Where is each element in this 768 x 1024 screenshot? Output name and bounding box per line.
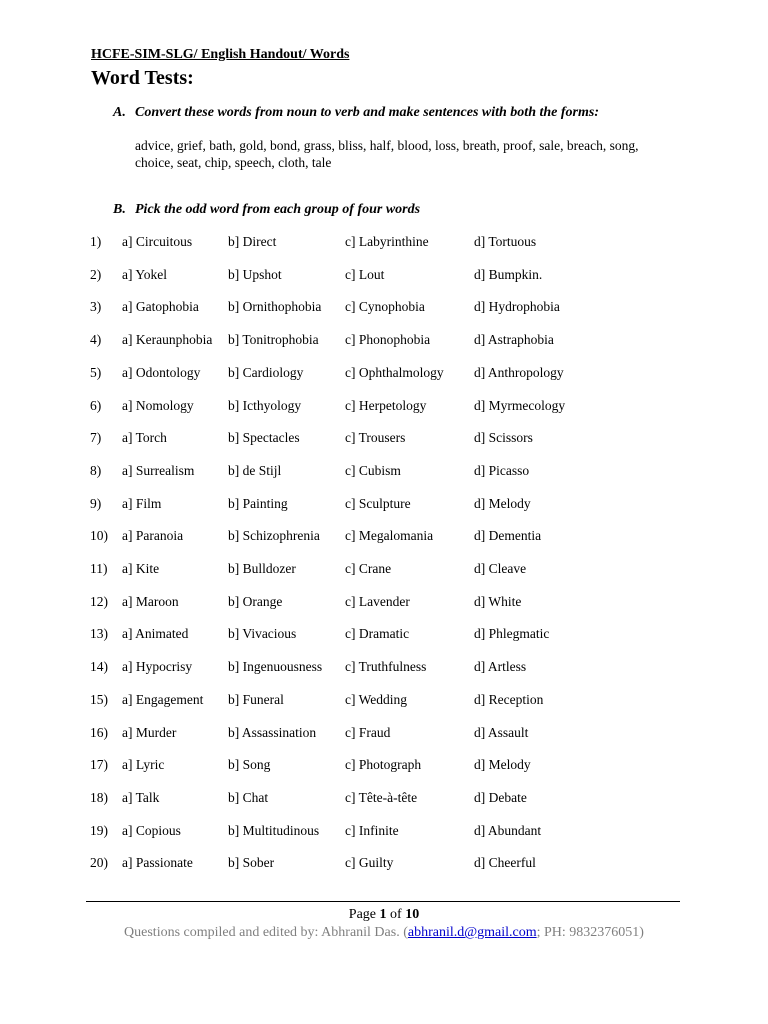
question-row	[0, 626, 768, 646]
page-current: 1	[379, 907, 387, 922]
option-a: a] Odontology	[122, 364, 201, 380]
option-d: d] Melody	[474, 495, 531, 511]
question-row	[0, 823, 768, 843]
question-number: 5)	[90, 364, 102, 380]
option-c: c] Fraud	[345, 724, 391, 740]
option-d: d] Cleave	[474, 561, 527, 576]
option-c: c] Infinite	[345, 822, 399, 838]
option-c: c] Labyrinthine	[345, 234, 429, 249]
page-of: of	[386, 907, 406, 922]
question-row	[0, 332, 768, 352]
section-a-instruction: Convert these words from noun to verb and make sentences with both the forms:	[135, 105, 599, 120]
option-a: a] Kite	[122, 561, 160, 576]
question-row	[0, 790, 768, 810]
question-number: 14)	[90, 659, 108, 675]
question-number: 2)	[90, 266, 102, 282]
question-number: 20)	[90, 855, 108, 871]
option-a: a] Film	[122, 495, 162, 511]
option-d: d] Melody	[474, 757, 531, 773]
option-a: a] Copious	[122, 822, 181, 838]
question-number: 10)	[90, 528, 108, 544]
question-row	[0, 267, 768, 287]
question-number: 4)	[90, 332, 102, 348]
page-prefix: Page	[348, 907, 380, 922]
question-row	[0, 299, 768, 319]
option-b: b] Sober	[228, 855, 275, 871]
option-c: c] Tête-à-tête	[345, 789, 418, 805]
option-d: d] Tortuous	[474, 234, 537, 249]
option-a: a] Circuitous	[122, 234, 193, 249]
option-a: a] Gatophobia	[122, 299, 199, 315]
option-b: b] Direct	[228, 234, 277, 249]
option-b: b] Upshot	[228, 266, 282, 282]
option-c: c] Ophthalmology	[345, 364, 444, 380]
question-number: 3)	[90, 299, 102, 315]
option-d: d] White	[474, 593, 522, 609]
option-b: b] Spectacles	[228, 430, 300, 446]
question-number: 11)	[90, 561, 108, 576]
option-b: b] de Stijl	[228, 462, 282, 478]
option-a: a] Maroon	[122, 593, 179, 609]
email-link[interactable]: abhranil.d@gmail.com	[407, 925, 537, 940]
option-a: a] Keraunphobia	[122, 332, 213, 348]
option-d: d] Bumpkin.	[474, 266, 543, 282]
question-row	[0, 757, 768, 777]
option-c: c] Megalomania	[345, 528, 434, 544]
option-a: a] Paranoia	[122, 528, 184, 544]
option-d: d] Myrmecology	[474, 397, 566, 413]
option-c: c] Phonophobia	[345, 332, 431, 348]
option-b: b] Multitudinous	[228, 822, 320, 838]
page-total: 10	[405, 907, 420, 922]
option-d: d] Debate	[474, 789, 527, 805]
question-row	[0, 659, 768, 679]
option-c: c] Photograph	[345, 757, 422, 773]
question-row	[0, 561, 768, 581]
question-row	[0, 234, 768, 254]
section-a-marker: A.	[113, 105, 126, 120]
option-b: b] Bulldozer	[228, 561, 296, 576]
option-c: c] Truthfulness	[345, 659, 427, 675]
option-d: d] Anthropology	[474, 364, 564, 380]
option-d: d] Artless	[474, 659, 527, 675]
running-header: HCFE-SIM-SLG/ English Handout/ Words	[91, 47, 350, 62]
question-number: 6)	[90, 397, 102, 413]
option-d: d] Assault	[474, 724, 529, 740]
option-a: a] Murder	[122, 724, 177, 740]
option-a: a] Yokel	[122, 266, 168, 282]
option-c: c] Lout	[345, 266, 385, 282]
option-b: b] Chat	[228, 789, 269, 805]
option-d: d] Abundant	[474, 822, 542, 838]
footer-credits	[0, 925, 768, 941]
option-c: c] Cubism	[345, 462, 401, 478]
section-b-heading	[113, 202, 420, 218]
question-row	[0, 496, 768, 516]
option-b: b] Cardiology	[228, 364, 304, 380]
option-b: b] Tonitrophobia	[228, 332, 319, 348]
option-d: d] Dementia	[474, 528, 542, 544]
option-a: a] Animated	[122, 626, 189, 642]
option-b: b] Orange	[228, 593, 283, 609]
credit-suffix: ; PH: 9832376051)	[536, 925, 644, 940]
option-d: d] Hydrophobia	[474, 299, 560, 315]
option-c: c] Dramatic	[345, 626, 410, 642]
question-number: 9)	[90, 495, 102, 511]
question-row	[0, 528, 768, 548]
question-row	[0, 692, 768, 712]
option-b: b] Icthyology	[228, 397, 302, 413]
option-a: a] Nomology	[122, 397, 194, 413]
page-number	[0, 907, 768, 923]
option-a: a] Passionate	[122, 855, 193, 871]
question-number: 12)	[90, 593, 108, 609]
option-d: d] Reception	[474, 691, 544, 707]
page-title: Word Tests:	[91, 67, 194, 89]
option-b: b] Vivacious	[228, 626, 297, 642]
question-row	[0, 398, 768, 418]
option-b: b] Song	[228, 757, 271, 773]
option-c: c] Crane	[345, 561, 392, 576]
question-row	[0, 463, 768, 483]
option-b: b] Ornithophobia	[228, 299, 322, 315]
option-a: a] Lyric	[122, 757, 165, 773]
question-row	[0, 725, 768, 745]
option-b: b] Painting	[228, 495, 288, 511]
option-a: a] Torch	[122, 430, 167, 446]
option-d: d] Astraphobia	[474, 332, 554, 348]
option-b: b] Schizophrenia	[228, 528, 320, 544]
question-number: 7)	[90, 430, 102, 446]
option-a: a] Talk	[122, 789, 160, 805]
section-a-word-list: advice, grief, bath, gold, bond, grass, bliss, half, blood, loss, breath, proof, sale, breach, song, choice, seat, chip, speech, cloth, tale	[135, 138, 639, 170]
question-number: 16)	[90, 724, 108, 740]
option-d: d] Picasso	[474, 462, 530, 478]
section-b-instruction: Pick the odd word from each group of four words	[135, 202, 421, 217]
option-c: c] Guilty	[345, 855, 394, 871]
question-row	[0, 430, 768, 450]
section-b-marker: B.	[113, 202, 126, 217]
question-row	[0, 855, 768, 875]
option-c: c] Wedding	[345, 691, 408, 707]
option-c: c] Sculpture	[345, 495, 411, 511]
option-c: c] Trousers	[345, 430, 406, 446]
option-c: c] Lavender	[345, 593, 410, 609]
question-number: 18)	[90, 789, 108, 805]
question-row	[0, 594, 768, 614]
option-b: b] Funeral	[228, 691, 284, 707]
option-a: a] Surrealism	[122, 462, 195, 478]
section-a-heading	[113, 105, 599, 121]
option-c: c] Cynophobia	[345, 299, 425, 315]
option-d: d] Scissors	[474, 430, 533, 446]
option-a: a] Engagement	[122, 691, 204, 707]
option-a: a] Hypocrisy	[122, 659, 193, 675]
question-number: 8)	[90, 462, 102, 478]
footer-divider	[86, 901, 680, 902]
question-number: 15)	[90, 691, 108, 707]
question-number: 1)	[90, 234, 102, 249]
option-d: d] Cheerful	[474, 855, 536, 871]
credit-prefix: Questions compiled and edited by: Abhranil Das. (	[124, 925, 408, 940]
question-row	[0, 365, 768, 385]
option-b: b] Ingenuousness	[228, 659, 323, 675]
option-c: c] Herpetology	[345, 397, 427, 413]
option-b: b] Assassination	[228, 724, 317, 740]
question-number: 13)	[90, 626, 108, 642]
question-number: 19)	[90, 822, 108, 838]
question-number: 17)	[90, 757, 108, 773]
option-d: d] Phlegmatic	[474, 626, 550, 642]
